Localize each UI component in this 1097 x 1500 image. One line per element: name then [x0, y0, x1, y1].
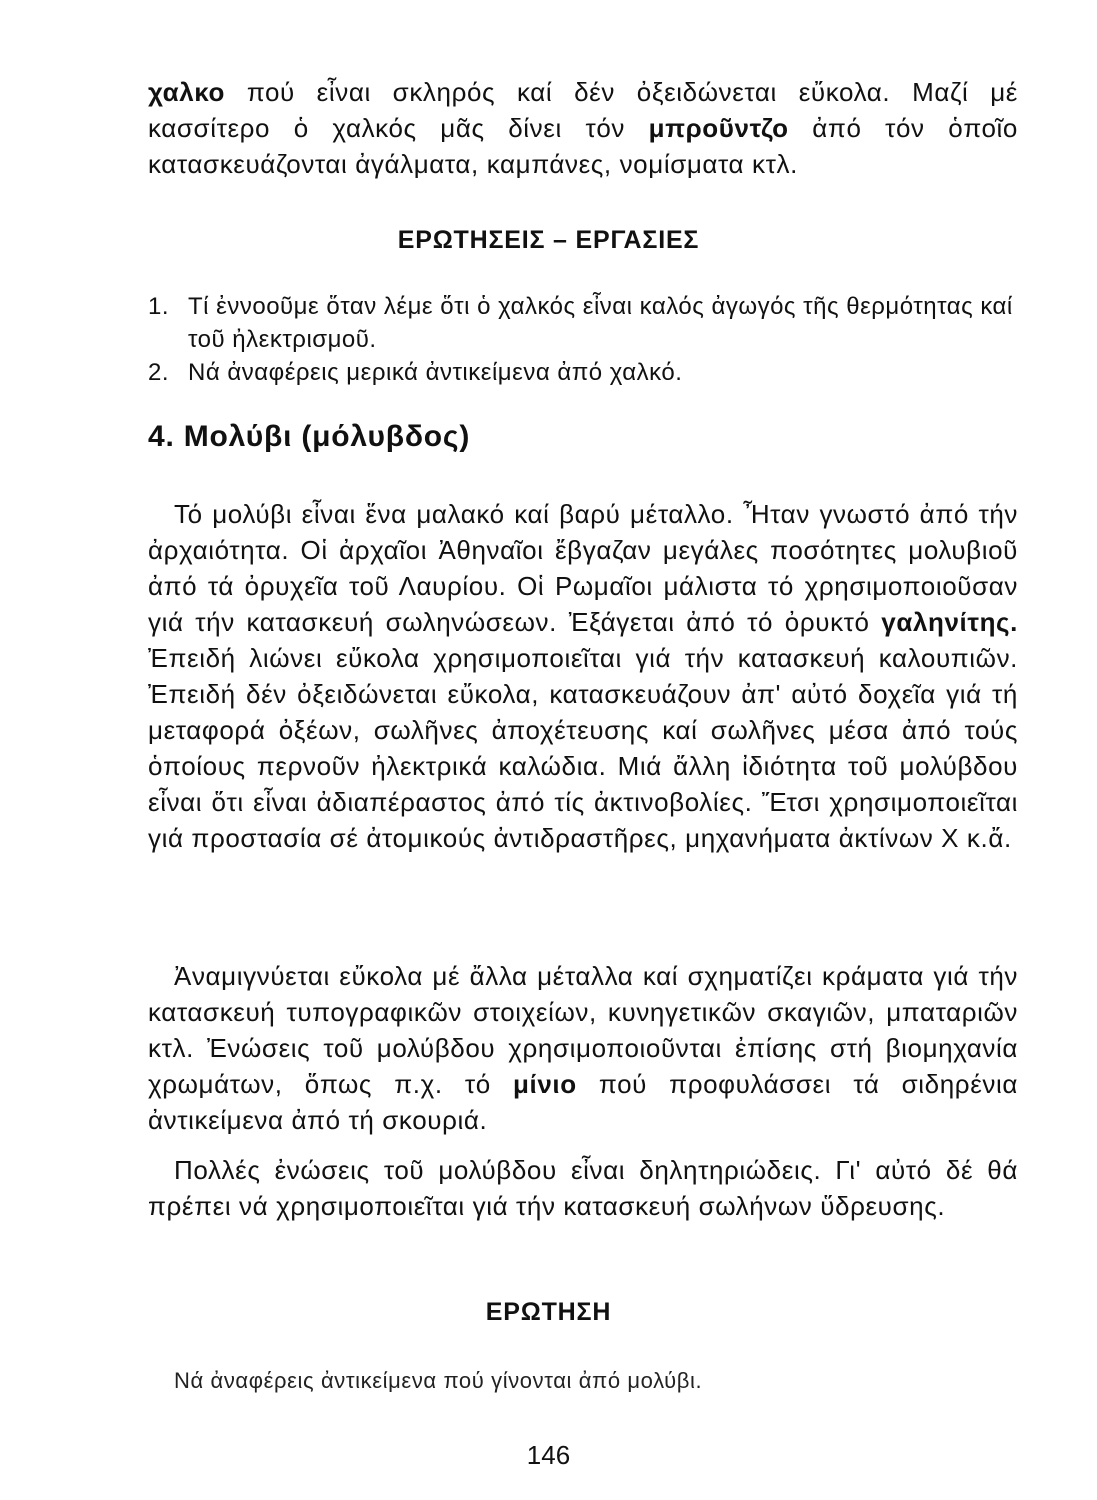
alloy-text-2: πού προφυλάσσει τά σιδηρένια ἀντικείμενα ἀπό τή σκουριά.	[148, 1069, 1018, 1135]
intro-text-1: πού εἶναι σκληρός καί δέν ὀξειδώνεται εὔκολα. Μαζί μέ κασσίτερο ὁ χαλκός μᾶς δίνει τόν	[148, 77, 1018, 143]
question-text: Νά ἀναφέρεις μερικά ἀντικείμενα ἀπό χαλκό.	[188, 359, 683, 386]
question-item	[148, 356, 1018, 389]
alloy-text-1: Ἀναμιγνύεται εὔκολα μέ ἄλλα μέταλλα καί σχηματίζει κράματα γιά τήν κατασκευή τυπογραφικῶν στοιχείων, κυνηγετικῶν σκαγιῶν, μπαταριῶν κτλ. Ἐνώσεις τοῦ μολύβδου χρησιμοποιοῦνται ἐπίσης στή βιομηχανία χρωμάτων, ὅπως π.χ. τό	[148, 961, 1018, 1099]
lead-paragraph-2	[148, 958, 1018, 1138]
lead-paragraph-3	[148, 1152, 1018, 1224]
final-question: Νά ἀναφέρεις ἀντικείμενα πού γίνονται ἀπό μολύβι.	[174, 1368, 703, 1393]
question-number: 2.	[148, 359, 170, 386]
question-heading: ΕΡΩΤΗΣΗ	[485, 1298, 612, 1326]
question-item	[148, 290, 1018, 356]
bold-term-copper: χαλκο	[148, 77, 225, 107]
intro-paragraph	[148, 74, 1018, 182]
question-number: 1.	[148, 293, 170, 320]
questions-list	[148, 290, 1018, 389]
lead-text-2: Ἐπειδή λιώνει εὔκολα χρησιμοποιεῖται γιά τήν κατασκευή καλουπιῶν. Ἐπειδή δέν ὀξειδώνεται εὔκολα, κατασκευάζουν ἀπ' αὐτό δοχεῖα γιά τή μεταφορά ὀξέων, σωλῆνες ἀποχέτευσης καί σωλῆνες μέσα ἀπό τούς ὁποίους περνοῦν ἠλεκτρικά καλώδια. Μιά ἄλλη ἰδιότητα τοῦ μολύβδου εἶναι ὅτι εἶναι ἀδιαπέραστος ἀπό τίς ἀκτινοβολίες. Ἔτσι χρησιμοποιεῖται γιά προστασία σέ ἀτομικούς ἀντιδραστῆρες, μηχανήματα ἀκτίνων Χ κ.ἄ.	[148, 643, 1018, 853]
questions-heading: ΕΡΩΤΗΣΕΙΣ – ΕΡΓΑΣΙΕΣ	[397, 226, 700, 254]
lead-paragraph-1	[148, 496, 1018, 856]
bold-term-bronze: μπροῦντζο	[648, 113, 789, 143]
intro-text-2: ἀπό τόν ὁποῖο κατασκευάζονται ἀγάλματα, καμπάνες, νομίσματα κτλ.	[148, 113, 1018, 179]
lead-text-1: Τό μολύβι εἶναι ἕνα μαλακό καί βαρύ μέταλλο. Ἦταν γνωστό ἀπό τήν ἀρχαιότητα. Οἱ ἀρχαῖοι Ἀθηναῖοι ἔβγαζαν μεγάλες ποσότητες μολυβιοῦ ἀπό τά ὀρυχεῖα τοῦ Λαυρίου. Οἱ Ρωμαῖοι μάλιστα τό χρησιμοποιοῦσαν γιά τήν κατασκευή σωληνώσεων. Ἐξάγεται ἀπό τό ὀρυκτό	[148, 499, 1018, 637]
bold-term-minium: μίνιο	[513, 1069, 577, 1099]
page-number: 146	[526, 1440, 571, 1470]
bold-term-galena: γαληνίτης.	[881, 607, 1018, 637]
section-title: 4. Μολύβι (μόλυβδος)	[148, 420, 471, 453]
toxicity-text: Πολλές ἐνώσεις τοῦ μολύβδου εἶναι δηλητηριώδεις. Γι' αὐτό δέ θά πρέπει νά χρησιμοποιεῖται γιά τήν κατασκευή σωλήνων ὕδρευσης.	[148, 1155, 1018, 1221]
question-text: Τί ἐννοοῦμε ὅταν λέμε ὅτι ὁ χαλκός εἶναι καλός ἀγωγός τῆς θερμότητας καί τοῦ ἠλεκτρισμοῦ.	[188, 293, 1013, 353]
